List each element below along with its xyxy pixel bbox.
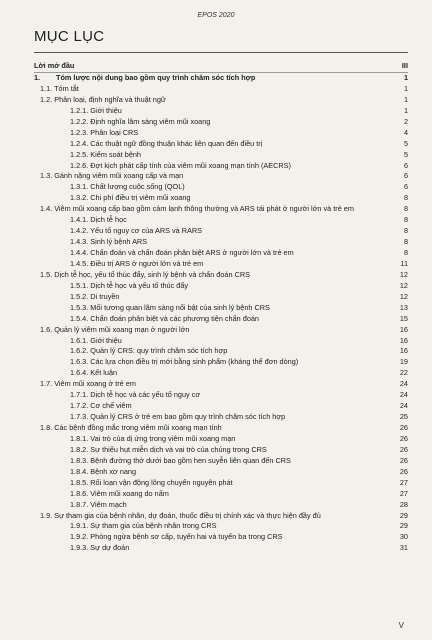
toc-entry-title: 1.2.3. Phân loại CRS [70,127,139,137]
toc-entry-page: 26 [399,423,408,432]
toc-entry-title: 1.8.1. Vai trò của dị ứng trong viêm mũi xoang mạn [70,433,236,443]
toc-entry[interactable] [34,226,408,237]
toc-entry-title: 1.7.1. Dịch tễ học và các yếu tố nguy cơ [70,390,201,400]
toc-entry-title: 1.6. Quản lý viêm mũi xoang mạn ở người lớn [40,324,190,334]
toc-entry[interactable] [34,434,408,445]
toc-entry[interactable] [34,401,408,412]
toc-entry[interactable] [34,281,408,292]
toc-entry-page: III [401,61,408,70]
toc-entry-page: 26 [399,444,408,454]
toc-entry-title: Lời mở đầu [34,61,75,70]
toc-entry-title: 1.3. Gánh nặng viêm mũi xoang cấp và mạn [40,171,184,181]
toc-entry[interactable] [34,150,408,161]
toc-entry-page: 29 [399,510,408,520]
toc-entry[interactable] [34,303,408,314]
page-title: MỤC LỤC [34,28,105,45]
toc-entry[interactable] [34,357,408,368]
toc-entry[interactable] [34,346,408,357]
toc-entry-page: 28 [399,499,408,509]
toc-entry-page: 15 [399,313,408,323]
toc-entry[interactable] [34,478,408,489]
toc-entry-title: 1.1. Tóm tắt [40,83,79,93]
toc-entry[interactable] [34,237,408,248]
toc-entry-page: 12 [399,280,408,290]
toc-entry[interactable] [34,467,408,478]
toc-entry-title: 1.4.1. Dịch tễ học [70,215,127,225]
toc-entry-page: 12 [399,269,408,279]
toc-entry-page: 25 [399,412,408,422]
toc-entry-page: 16 [399,324,408,334]
toc-entry-title: 1.3.1. Chất lượng cuộc sống (QOL) [70,182,185,192]
toc-entry[interactable] [34,117,408,128]
toc-entry[interactable] [34,543,408,554]
toc-entry-title: Tóm lược nội dung bao gồm quy trình chăm sóc tích hợp [56,73,256,82]
toc-entry-page: 6 [403,182,408,192]
page-number: V [398,621,404,630]
toc-entry[interactable] [34,511,408,522]
toc-entry[interactable] [34,161,408,172]
toc-entry[interactable] [34,325,408,336]
toc-entry-page: 19 [399,357,408,367]
toc-entry-title: 1.5.3. Mối tương quan lâm sàng nổi bật của sinh lý bệnh CRS [70,302,270,312]
toc-entry-title: 1.6.4. Kết luận [70,368,118,378]
toc-entry-page: 27 [399,477,408,487]
toc-entry-page: 24 [399,379,408,389]
toc-entry-title: 1.6.2. Quản lý CRS: quy trình chăm sóc tích hợp [70,346,228,356]
toc-entry-title: 1.9. Sự tham gia của bệnh nhân, dự đoán, thuốc điều trị chính xác và thực hiện đầy đủ [40,510,321,520]
toc-entry-title: 1.5.1. Dịch tễ học và yếu tố thúc đẩy [70,280,189,290]
toc-entry-title: 1.4.2. Yếu tố nguy cơ của ARS và RARS [70,226,203,236]
toc-entry-page: 6 [403,160,408,170]
toc-entry-title: 1.8.2. Sự thiếu hụt miễn dịch và vai trò của chúng trong CRS [70,444,267,454]
toc-entry[interactable] [34,423,408,434]
toc-entry-title: 1.4.4. Chẩn đoán và chẩn đoán phân biệt ARS ở người lớn và trẻ em [70,248,294,257]
toc-entry[interactable] [34,336,408,347]
toc-entry-title: 1.5.2. Di truyền [70,291,120,301]
toc-entry-page: 24 [399,390,408,400]
toc-entry-title: 1.8. Các bệnh đồng mắc trong viêm mũi xoang mạn tính [40,423,222,432]
title-divider [34,52,408,53]
toc-entry-page: 8 [403,215,408,225]
toc-entry-page: 26 [399,455,408,465]
toc-entry[interactable] [34,73,408,84]
toc-entry-title: 1.7.2. Cơ chế viêm [70,401,132,411]
toc-entry[interactable] [34,171,408,182]
toc-entry-title: 1.5.4. Chẩn đoán phân biệt và các phương tiện chẩn đoán [70,313,259,323]
toc-entry[interactable] [34,259,408,270]
toc-entry-title: 1.9.2. Phòng ngừa bệnh sơ cấp, tuyến hai và tuyến ba trong CRS [70,532,283,542]
toc-entry[interactable] [34,292,408,303]
toc-entry-page: 12 [399,291,408,301]
toc-entry[interactable] [34,139,408,150]
toc-entry-page: 16 [399,335,408,345]
toc-entry[interactable] [34,193,408,204]
toc-entry-title: 1.6.3. Các lựa chọn điều trị mới bằng sinh phẩm (kháng thể đơn dòng) [70,357,299,367]
toc-entry-title: 1.8.7. Viêm mạch [70,499,127,509]
running-header: EPOS 2020 [197,12,235,19]
toc-entry-title: 1.5. Dịch tễ học, yếu tố thúc đẩy, sinh lý bệnh và chẩn đoán CRS [40,269,250,279]
toc-entry-page: 16 [399,346,408,356]
toc-entry[interactable] [34,215,408,226]
toc-entry-page: 26 [399,433,408,443]
toc-entry-title: 1.2.4. Các thuật ngữ đồng thuận khác liên quan đến điều trị [70,138,263,148]
toc-entry-page: 31 [399,543,408,553]
toc-entry-title: 1.9.3. Sự dự đoán [70,543,130,553]
toc-entry[interactable] [34,390,408,401]
toc-entry-title: 1.2.2. Định nghĩa lâm sàng viêm mũi xoang [70,116,211,126]
toc-entry-page: 4 [403,127,408,137]
toc-entry-title: 1.8.4. Bệnh xơ nang [70,466,137,476]
toc-entry-title: 1.4.5. Điều trị ARS ở người lớn và trẻ em [70,258,204,268]
toc-entry-title: 1.2. Phân loại, định nghĩa và thuật ngữ [40,94,166,104]
toc-entry-page: 26 [399,466,408,476]
toc-entry-page: 6 [403,171,408,181]
toc-entry[interactable] [34,182,408,193]
toc-entry-page: 8 [403,237,408,247]
toc-entry[interactable] [34,128,408,139]
toc-entry-page: 1 [403,73,408,82]
toc-entry-title: 1.9.1. Sự tham gia của bệnh nhân trong CRS [70,521,217,531]
toc-entry[interactable] [34,489,408,500]
toc-entry-title: 1.8.6. Viêm mũi xoang do nấm [70,488,169,498]
toc-entry-title: 1.3.2. Chi phí điều trị viêm mũi xoang [70,193,191,203]
toc-entry[interactable] [34,204,408,215]
toc-entry-page: 22 [399,368,408,378]
toc-entry[interactable] [34,106,408,117]
toc-entry-title: 1.4. Viêm mũi xoang cấp bao gồm cảm lạnh thông thường và ARS tái phát ở người lớn và trẻ em [40,204,354,214]
toc-entry-page: 13 [399,302,408,312]
table-of-contents [34,60,408,554]
toc-entry-title: 1.2.6. Đợt kịch phát cấp tính của viêm mũi xoang mạn tính (AECRS) [70,160,291,170]
toc-entry-page: 27 [399,488,408,498]
toc-entry-title: 1.2.1. Giới thiệu [70,105,122,115]
toc-entry-page: 1 [403,105,408,115]
toc-entry-title: 1.2.5. Kiểm soát bệnh [70,149,141,159]
toc-entry[interactable] [34,368,408,379]
toc-entry[interactable] [34,95,408,106]
toc-entry-title: 1.7. Viêm mũi xoang ở trẻ em [40,379,136,389]
toc-entry[interactable] [34,248,408,259]
toc-entry-page: 11 [400,258,408,268]
toc-entry[interactable] [34,379,408,390]
toc-entry-title: 1.6.1. Giới thiệu [70,335,122,345]
toc-entry-page: 8 [403,193,408,203]
toc-entry[interactable] [34,445,408,456]
toc-entry[interactable] [34,60,408,73]
toc-entry-title: 1.4.3. Sinh lý bệnh ARS [70,237,148,247]
toc-entry-page: 8 [403,204,408,214]
toc-entry[interactable] [34,532,408,543]
toc-entry[interactable] [34,521,408,532]
toc-entry-page: 2 [403,116,408,126]
toc-entry-page: 1 [403,94,408,104]
toc-entry-title: 1.7.3. Quản lý CRS ở trẻ em bao gồm quy trình chăm sóc tích hợp [70,412,286,422]
toc-entry[interactable] [34,314,408,325]
toc-entry[interactable] [34,412,408,423]
toc-entry-page: 1 [403,83,408,93]
toc-entry-page: 5 [403,138,408,148]
toc-entry-page: 5 [403,149,408,159]
toc-entry[interactable] [34,500,408,511]
toc-entry-title: 1.8.5. Rối loạn vận động lông chuyển nguyên phát [70,477,233,487]
toc-entry-number: 1. [34,73,41,82]
toc-entry-page: 29 [399,521,408,531]
toc-entry-page: 30 [399,532,408,542]
toc-entry[interactable] [34,270,408,281]
toc-entry-page: 8 [403,248,408,257]
toc-entry-title: 1.8.3. Bệnh đường thở dưới bao gồm hen suyễn liên quan đến CRS [70,455,291,465]
toc-entry-page: 24 [399,401,408,411]
toc-entry[interactable] [34,84,408,95]
toc-entry[interactable] [34,456,408,467]
toc-entry-page: 8 [403,226,408,236]
